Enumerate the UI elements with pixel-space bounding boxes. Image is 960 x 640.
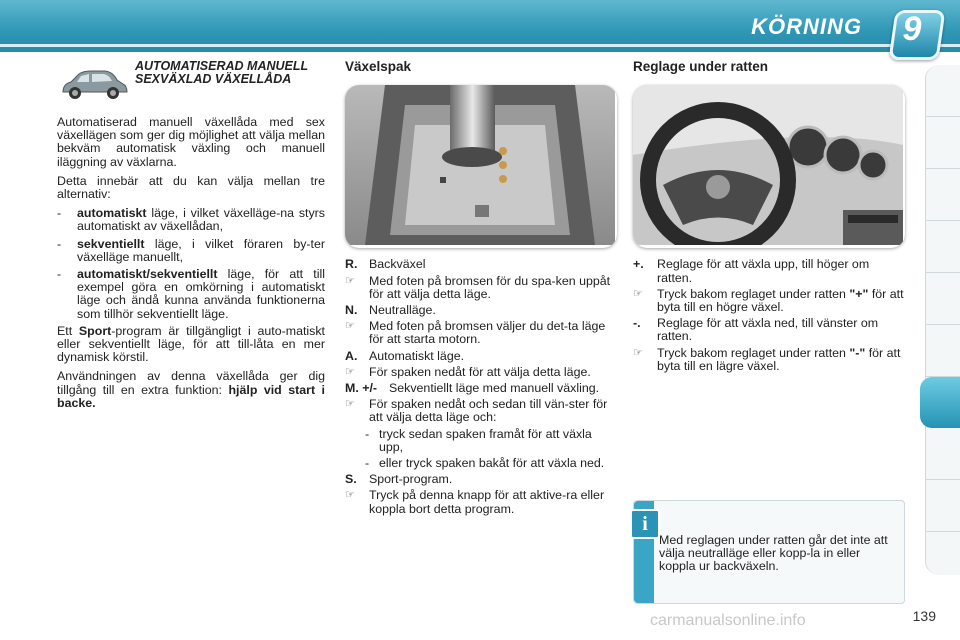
pointing-hand-icon: ☞	[345, 398, 355, 411]
chapter-tab-active[interactable]	[920, 377, 960, 428]
note-row	[345, 366, 617, 379]
list-dash: -	[365, 426, 370, 441]
position-key: N.	[345, 303, 358, 318]
text-fragment: Användningen av denna växellåda ger dig tillgång till en extra funktion:	[57, 369, 325, 397]
info-icon: i	[630, 509, 660, 539]
pointing-hand-icon: ☞	[345, 320, 355, 333]
paddle-desc: Reglage för att växla upp, till höger om ratten.	[657, 257, 870, 285]
note-row	[345, 398, 617, 424]
position-desc: Sport-program.	[369, 472, 453, 487]
gear-lever-illustration	[345, 85, 615, 245]
note-row	[345, 320, 617, 346]
intro-paragraph: Automatiserad manuell växellåda med sex växellägen som ger dig möjlighet att välja mellan bekväm automatisk växling och manuell iläggning av växlarna.	[57, 115, 325, 169]
position-key: S.	[345, 472, 357, 487]
section-title-line2: SEXVÄXLAD VÄXELLÅDA	[135, 72, 292, 86]
position-r	[345, 258, 617, 271]
position-s	[345, 473, 617, 486]
gear-lever-photo	[345, 85, 617, 248]
options-intro: Detta innebär att du kan välja mellan tre alternativ:	[57, 173, 325, 202]
pointing-hand-icon: ☞	[345, 489, 355, 502]
chapter-title: KÖRNING	[751, 14, 862, 39]
section-title-line1: AUTOMATISERAD MANUELL	[135, 59, 309, 73]
paddle-plus	[633, 258, 905, 284]
column-gearbox-intro	[57, 60, 325, 416]
section-heading	[57, 60, 325, 104]
text-fragment: för att byta till en lägre växel.	[657, 345, 901, 373]
position-key: M. +/-	[345, 381, 378, 396]
note-text	[657, 347, 905, 373]
list-dash: -	[57, 267, 62, 282]
mode-desc: läge, för att till exempel göra en omkörning i automatiskt läge och ändå kunna använda funktionerna som tillhör sekventiellt läge.	[77, 267, 325, 321]
list-dash: -	[57, 206, 62, 221]
watermark: carmanualsonline.info	[650, 612, 806, 629]
paddle-desc: Reglage för att växla ned, till vänster om ratten.	[657, 316, 879, 344]
chapter-tab[interactable]	[926, 169, 960, 221]
sub-item	[365, 428, 617, 454]
mode-desc: läge, i vilket föraren by-ter växelläge manuellt,	[77, 236, 325, 264]
position-desc: Automatiskt läge.	[369, 348, 465, 363]
pointing-hand-icon: ☞	[345, 274, 355, 287]
position-desc: Neutralläge.	[369, 303, 436, 318]
text-fragment: Tryck bakom reglaget under ratten	[657, 345, 850, 360]
chapter-tab[interactable]	[926, 273, 960, 325]
pointing-hand-icon: ☞	[633, 287, 643, 300]
position-key: R.	[345, 257, 358, 272]
position-m	[345, 382, 617, 395]
column-gear-lever	[345, 60, 617, 519]
page-number: 139	[912, 608, 936, 624]
column-paddles	[633, 60, 905, 376]
steering-wheel-photo	[633, 85, 905, 248]
sport-label: Sport	[78, 323, 112, 338]
position-desc: Sekventiellt läge med manuell växling.	[389, 381, 600, 396]
chapter-tab[interactable]	[926, 480, 960, 532]
mode-desc: läge, i vilket växelläge-na styrs automatiskt av växellådan,	[77, 206, 325, 234]
paddle-key: +.	[633, 257, 644, 272]
chapter-tab[interactable]	[926, 117, 960, 169]
list-dash: -	[57, 236, 62, 251]
list-item	[57, 268, 325, 321]
sub-item	[365, 457, 617, 470]
paddle-key: -.	[633, 316, 641, 331]
note-text: Tryck på denna knapp för att aktive-ra eller koppla bort detta program.	[369, 488, 605, 516]
chapter-tab[interactable]	[926, 325, 960, 377]
position-a	[345, 350, 617, 363]
plus-label: "+"	[849, 286, 869, 301]
note-row	[345, 489, 617, 515]
note-row	[345, 275, 617, 301]
info-text: Med reglagen under ratten går det inte att välja neutralläge eller kopp-la in eller koppla ur backväxeln.	[659, 533, 888, 574]
note-text: För spaken nedåt för att välja detta läge.	[369, 364, 591, 379]
note-row	[633, 288, 905, 314]
chapter-tab[interactable]	[926, 65, 960, 117]
sport-paragraph	[57, 325, 325, 365]
note-text: För spaken nedåt och sedan till vän-ster för att välja detta läge och:	[369, 397, 608, 425]
position-desc: Backväxel	[369, 257, 426, 272]
sub-item-text: eller tryck spaken bakåt för att växla ned.	[379, 456, 605, 471]
sub-item-text: tryck sedan spaken framåt för att växla upp,	[379, 426, 592, 454]
list-dash: -	[365, 456, 370, 471]
position-key: A.	[345, 348, 358, 363]
note-row	[633, 347, 905, 373]
chapter-number: 9	[902, 10, 922, 48]
info-box	[633, 500, 905, 604]
mode-name: automatiskt/sekventiellt	[77, 267, 218, 282]
mode-name: sekventiellt	[77, 236, 145, 251]
steering-wheel-illustration	[633, 85, 903, 245]
hill-start-label: hjälp vid start i backe.	[57, 382, 325, 410]
mode-name: automatiskt	[77, 206, 147, 221]
note-text: Med foten på bromsen för du spa-ken uppåt för att välja detta läge.	[369, 273, 611, 301]
chapter-tab[interactable]	[926, 428, 960, 480]
car-icon	[57, 64, 129, 104]
hill-start-paragraph	[57, 370, 325, 410]
minus-label: "-"	[849, 345, 866, 360]
position-n	[345, 304, 617, 317]
section-title: Reglage under ratten	[633, 59, 769, 74]
chapter-tabs	[925, 65, 960, 575]
note-text: Med foten på bromsen väljer du det-ta läge för att starta motorn.	[369, 319, 606, 347]
pointing-hand-icon: ☞	[345, 365, 355, 378]
text-fragment: Tryck bakom reglaget under ratten	[657, 286, 850, 301]
text-fragment: -program är tillgängligt i auto-matiskt eller sekventiellt läge, för att till-låta en mer dynamisk körstil.	[57, 323, 325, 365]
text-fragment: för att byta till en högre växel.	[657, 286, 904, 315]
text-fragment: Ett	[57, 323, 79, 338]
note-text	[657, 288, 905, 314]
paddle-minus	[633, 317, 905, 343]
chapter-tab[interactable]	[926, 221, 960, 273]
section-title	[135, 60, 308, 86]
header-stripe	[0, 44, 960, 47]
list-item	[57, 238, 325, 264]
list-item	[57, 207, 325, 233]
section-title: Växelspak	[345, 59, 412, 74]
pointing-hand-icon: ☞	[633, 346, 643, 359]
